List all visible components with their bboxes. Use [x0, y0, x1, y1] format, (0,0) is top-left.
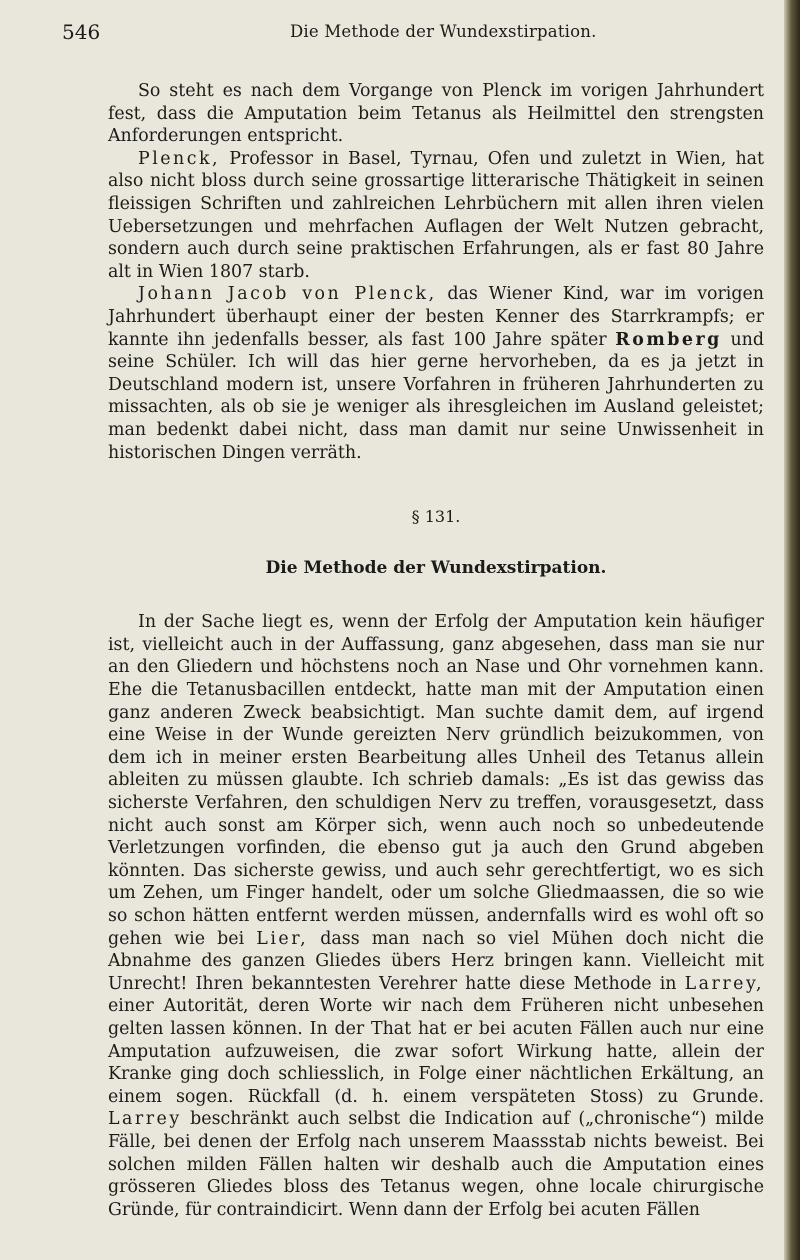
paragraph-4	[108, 611, 764, 1221]
person-name: Romberg	[615, 329, 722, 350]
paragraph-text: In der Sache liegt es, wenn der Erfolg der Amputation kein häufiger ist, vielleicht auch in der Auffassung, ganz abgesehen, dass man sie nur an den Gliedern und höchstens noch an Nase und Ohr vornehmen kann. Ehe die Tetanusbacillen entdeckt, hatte man mit der Amputation einen ganz anderen Zweck beabsichtigt. Man suchte damit dem, auf irgend eine Weise in der Wunde gereizten Nerv gründlich beizukommen, von dem ich in meiner ersten Bearbeitung alles Unheil des Tetanus allein ableiten zu müssen glaubte. Ich schrieb damals: „Es ist das gewiss das sicherste Verfahren, den schuldigen Nerv zu treffen, vorausgesetzt, dass nicht auch sonst am Körper sich, wenn auch noch so unbedeutende Verletzungen vorfinden, die ebenso gut ja auch den Grund abgeben könnten. Das sicherste gewiss, und auch sehr gerechtfertigt, wo es sich um Zehen, um Finger handelt, oder um solche Gliedmaassen, die so wie so schon hätten entfernt werden müssen, andernfalls wird es wohl oft so gehen wie bei	[108, 612, 764, 949]
paragraph-text: einer Autorität, deren Worte wir nach dem Früheren nicht unbesehen gelten lassen können. In der That hat er bei acuten Fällen auch nur eine Amputation aufzuweisen, die zwar sofort Wirkung hatte, allein der Kranke ging doch schliesslich, in Folge einer nächtlichen Erkältung, an einem sogen. Rückfall (d. h. einem verspäteten Stoss) zu Grunde.	[108, 996, 764, 1107]
paragraph-1: So steht es nach dem Vorgange von Plenck im vorigen Jahrhundert fest, dass die Amputation beim Tetanus als Heilmittel den strengsten Anforderungen entspricht.	[108, 81, 764, 147]
person-name: Larrey	[108, 1109, 182, 1130]
paragraph-text: und seine Schüler. Ich will das hier gerne hervorheben, da es ja jetzt in Deutschland modern ist, unsere Vorfahren in früheren Jahrhunderten zu missachten, als ob sie je weniger als ihresgleichen im Ausland geleistet; man bedenkt dabei nicht, dass man damit nur seine Unwissenheit in historischen Dingen verräth.	[108, 329, 764, 463]
section-title: Die Methode der Wundexstirpation.	[265, 557, 607, 578]
paragraph-text: beschränkt auch selbst die Indication auf („chronische“) milde Fälle, bei denen der Erfolg nach unserem Maassstab nichts beweist. Bei solchen milden Fällen halten wir deshalb auch die Amputation eines grösseren Gliedes bloss des Tetanus wegen, ohne locale chirurgische Gründe, für contraindicirt. Wenn dann der Erfolg bei acuten Fällen	[108, 1109, 764, 1220]
running-title: Die Methode der Wundexstirpation.	[290, 22, 597, 41]
body-text	[108, 80, 764, 1221]
person-name: Johann Jacob von Plenck,	[138, 284, 437, 305]
paragraph-2	[108, 148, 764, 284]
paragraph-text: Professor in Basel, Tyrnau, Ofen und zuletzt in Wien, hat also nicht bloss durch seine grossartige litterarische Thätigkeit in seinen fleissigen Schriften und zahlreichen Lehrbüchern mit allen ihren vielen Uebersetzungen und mehrfachen Auflagen der Welt Nutzen gebracht, sondern auch durch seine praktischen Erfahrungen, als er fast 80 Jahre alt in Wien 1807 starb.	[108, 148, 764, 282]
page-edge-shadow	[784, 0, 800, 1260]
page-number: 546	[62, 20, 101, 44]
page-header	[62, 20, 702, 50]
section-number: § 131.	[411, 507, 461, 527]
person-name: Larrey,	[684, 973, 764, 994]
paragraph-3	[108, 283, 764, 464]
person-name: Plenck,	[138, 148, 221, 169]
paragraph-text: das Wiener Kind, war im vorigen Jahrhundert überhaupt einer der besten Kenner des Starrkrampfs; er kannte ihn jedenfalls besser, als fast 100 Jahre später	[108, 284, 764, 350]
person-name: Lier,	[256, 928, 309, 949]
paragraph-text: dass man nach so viel Mühen doch nicht die Abnahme des ganzen Gliedes übers Herz bringen kann. Vielleicht mit Unrecht! Ihren bekanntesten Verehrer hatte diese Methode in	[108, 928, 764, 994]
